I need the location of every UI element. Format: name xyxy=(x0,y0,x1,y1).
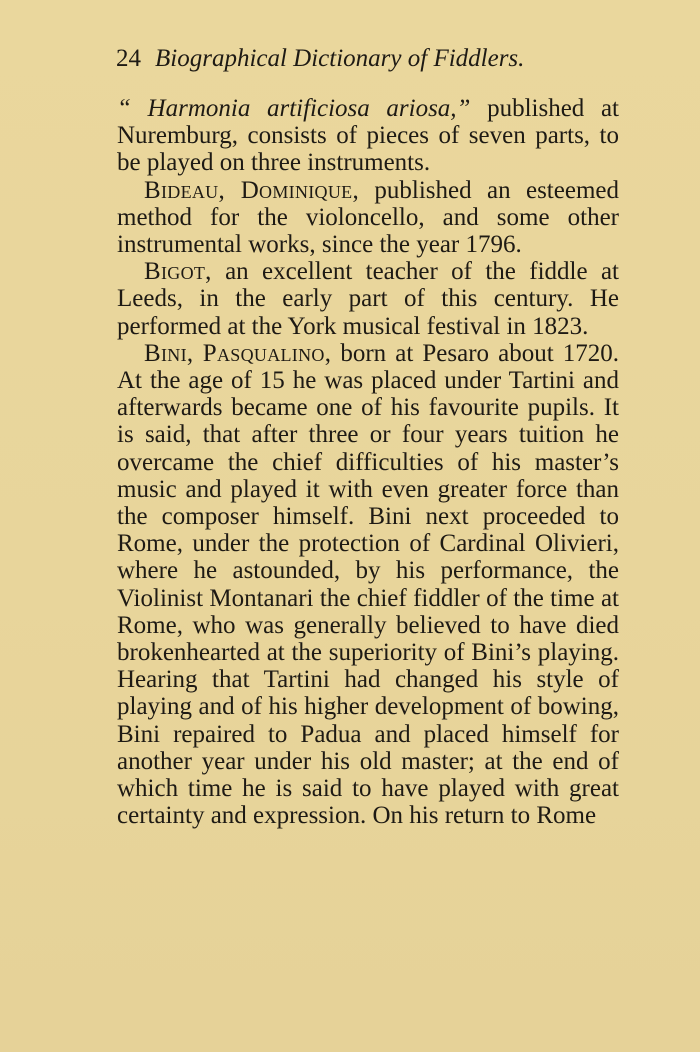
entry-name: Bideau, Dominique, xyxy=(144,176,359,204)
entry-text: published at Nuremburg, consists of pieces of seven parts, to be played on three instruments. xyxy=(117,95,619,177)
work-title: “ Harmonia artificiosa ariosa,” xyxy=(117,95,471,122)
entry-text: published an esteemed method for the violoncello, and some other instrumental works, since the year 1796. xyxy=(117,176,619,259)
running-head xyxy=(116,44,586,74)
entry-harmonia xyxy=(117,95,619,177)
entry-bigot xyxy=(117,258,619,340)
entry-bideau xyxy=(117,177,619,259)
body-text xyxy=(117,95,619,829)
entry-name: Bigot, xyxy=(144,258,212,286)
entry-text: born at Pesaro about 1720. At the age of 15 he was placed under Tartini and afterwards became one of his favourite pupils. It is said, that after three or four years tuition he overcame the chief difficulties of his master’s music and played it with even greater force than the composer himself. Bini next proceeded to Rome, under the protection of Cardinal Olivieri, where he astounded, by his performance, the Violinist Montanari the chief fiddler of the time at Rome, who was generally believed to have died brokenhearted at the superiority of Bini’s playing. Hearing that Tartini had changed his style of playing and of his higher development of bowing, Bini repaired to Padua and placed himself for another year under his old master; at the end of which time he is said to have played with great certainty and expression. On his return to Rome xyxy=(117,339,619,830)
entry-name: Bini, Pasqualino, xyxy=(144,339,332,367)
entry-bini xyxy=(117,340,619,830)
page-number: 24 xyxy=(116,45,141,72)
running-title: Biographical Dictionary of Fiddlers. xyxy=(155,45,525,72)
entry-text: an excellent teacher of the fiddle at Leeds, in the early part of this century. He performed at the York musical festival in 1823. xyxy=(117,258,619,340)
